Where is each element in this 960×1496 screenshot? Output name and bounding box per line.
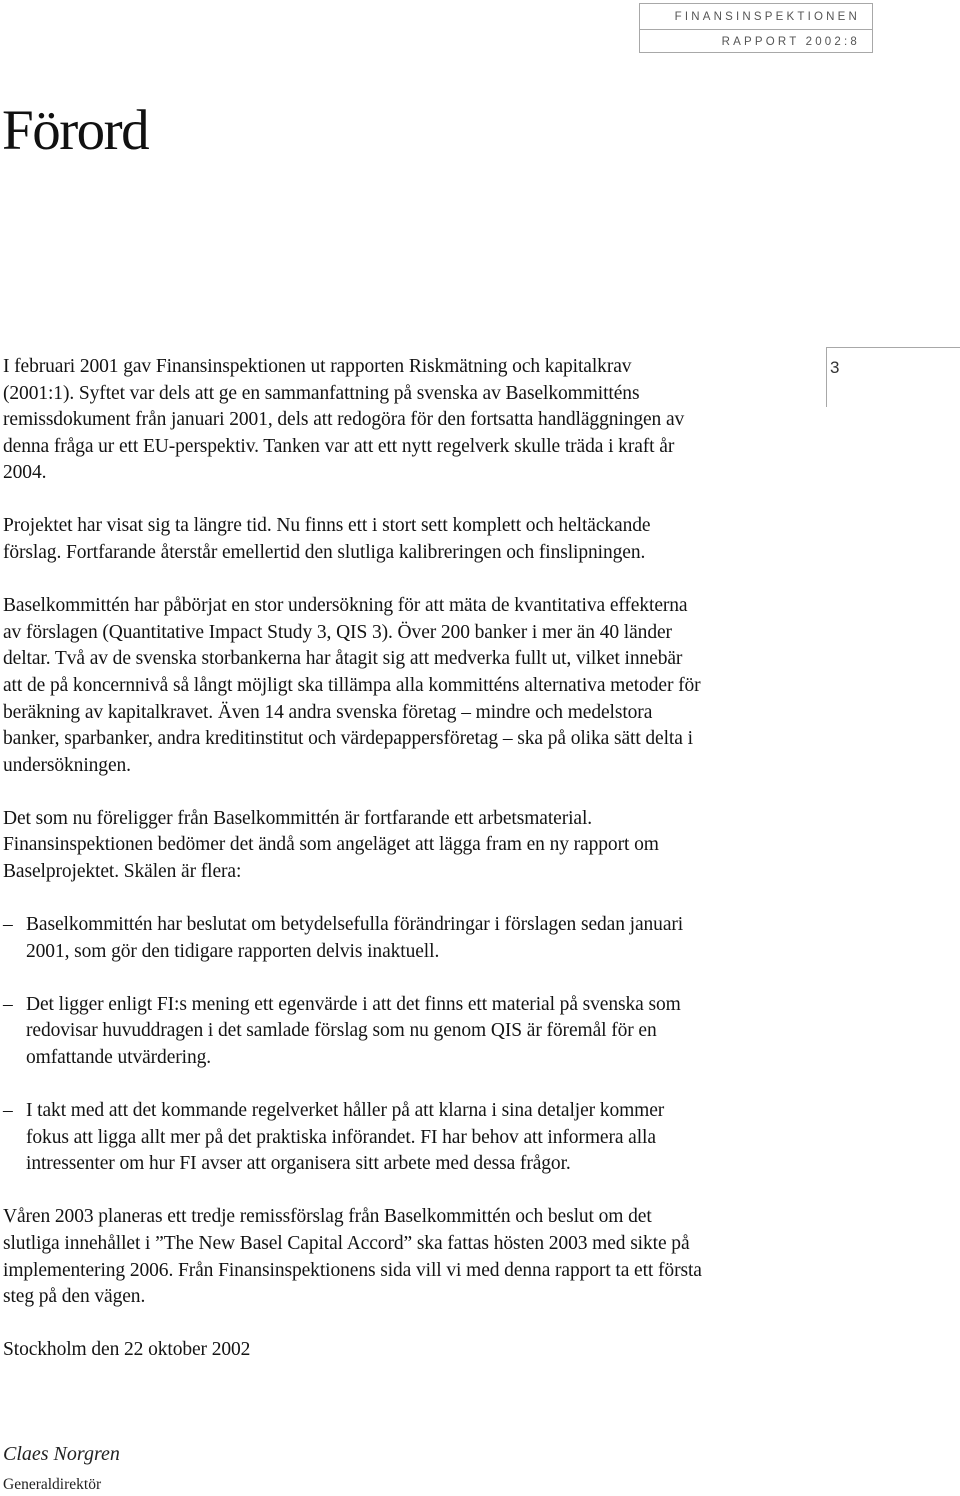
paragraph: Projektet har visat sig ta längre tid. Nu finns ett i stort sett komplett och heltäckande förslag. Fortfarande återstår emellertid den slutliga kalibreringen och finslipningen. bbox=[3, 515, 651, 564]
header-box bbox=[639, 3, 873, 53]
signer-title: Generaldirektör bbox=[3, 1476, 102, 1493]
list-item-text: Det ligger enligt FI:s mening ett egenvärde i att det finns ett material på svenska som redovisar huvuddragen i det samlade förslag som nu genom QIS är föremål för en omfattande utvärdering. bbox=[26, 993, 681, 1068]
page-number-marker bbox=[826, 347, 960, 407]
header-report-number: RAPPORT 2002:8 bbox=[721, 36, 860, 48]
paragraph: Baselkommittén har påbörjat en stor undersökning för att mäta de kvantitativa effekterna av förslagen (Quantitative Impact Study 3, QIS 3). Över 200 banker i mer än 40 länder deltar. Två av de svenska storbankerna har åtagit sig att medverka fullt ut, vilket innebär att de på koncernnivå så långt möjligt ska tillämpa alla kommitténs alternativa metoder för beräkning av kapitalkravet. Även 14 andra svenska företag – mindre och medelstora banker, sparbanker, andra kreditinstitut och värdepappersföretag – ska på olika sätt delta i undersökningen. bbox=[3, 595, 701, 776]
dash-bullet: – bbox=[3, 993, 13, 1015]
paragraph: I februari 2001 gav Finansinspektionen ut rapporten Riskmätning och kapitalkrav (2001:1). Syftet var dels att ge en sammanfattning på svenska av Baselkommitténs remissdokument från januari 2001, dels att redogöra för den fortsatta handläggningen av denna fråga ur ett EU-perspektiv. Tanken var att ett nytt regelverk skulle träda i kraft år 2004. bbox=[3, 356, 685, 484]
page-title: Förord bbox=[2, 99, 149, 162]
list-item bbox=[3, 1098, 703, 1178]
list-item-text: Baselkommittén har beslutat om betydelsefulla förändringar i förslagen sedan januari 2001, som gör den tidigare rapporten delvis inaktuell. bbox=[26, 914, 684, 962]
list-item bbox=[3, 992, 703, 1072]
paragraph: Det som nu föreligger från Baselkommittén är fortfarande ett arbetsmaterial. Finansinspektionen bedömer det ändå som angeläget att lägga fram en ny rapport om Baselprojektet. Skälen är flera: bbox=[3, 807, 659, 882]
dash-bullet: – bbox=[3, 914, 13, 936]
closing-paragraph: Våren 2003 planeras ett tredje remissförslag från Baselkommittén och beslut om det slutliga innehållet i ”The New Basel Capital Accord” ska fattas hösten 2003 med sikte på implementering 2006. Från Finansinspektionens sida vill vi med denna rapport ta ett första steg på den vägen. bbox=[3, 1206, 702, 1308]
place-and-date: Stockholm den 22 oktober 2002 bbox=[3, 1339, 251, 1361]
reasons-list bbox=[3, 912, 703, 1178]
page-number: 3 bbox=[830, 358, 840, 377]
list-item bbox=[3, 912, 703, 965]
preface-body bbox=[3, 354, 703, 1390]
header-organization: FINANSINSPEKTIONEN bbox=[674, 11, 860, 23]
signature-name: Claes Norgren bbox=[3, 1443, 120, 1465]
header-divider bbox=[640, 29, 872, 30]
list-item-text: I takt med att det kommande regelverket håller på att klarna i sina detaljer kommer fokus att ligga allt mer på det praktiska införandet. FI har behov att informera alla intressenter om hur FI avser att organisera sitt arbete med dessa frågor. bbox=[26, 1100, 665, 1175]
dash-bullet: – bbox=[3, 1100, 13, 1122]
